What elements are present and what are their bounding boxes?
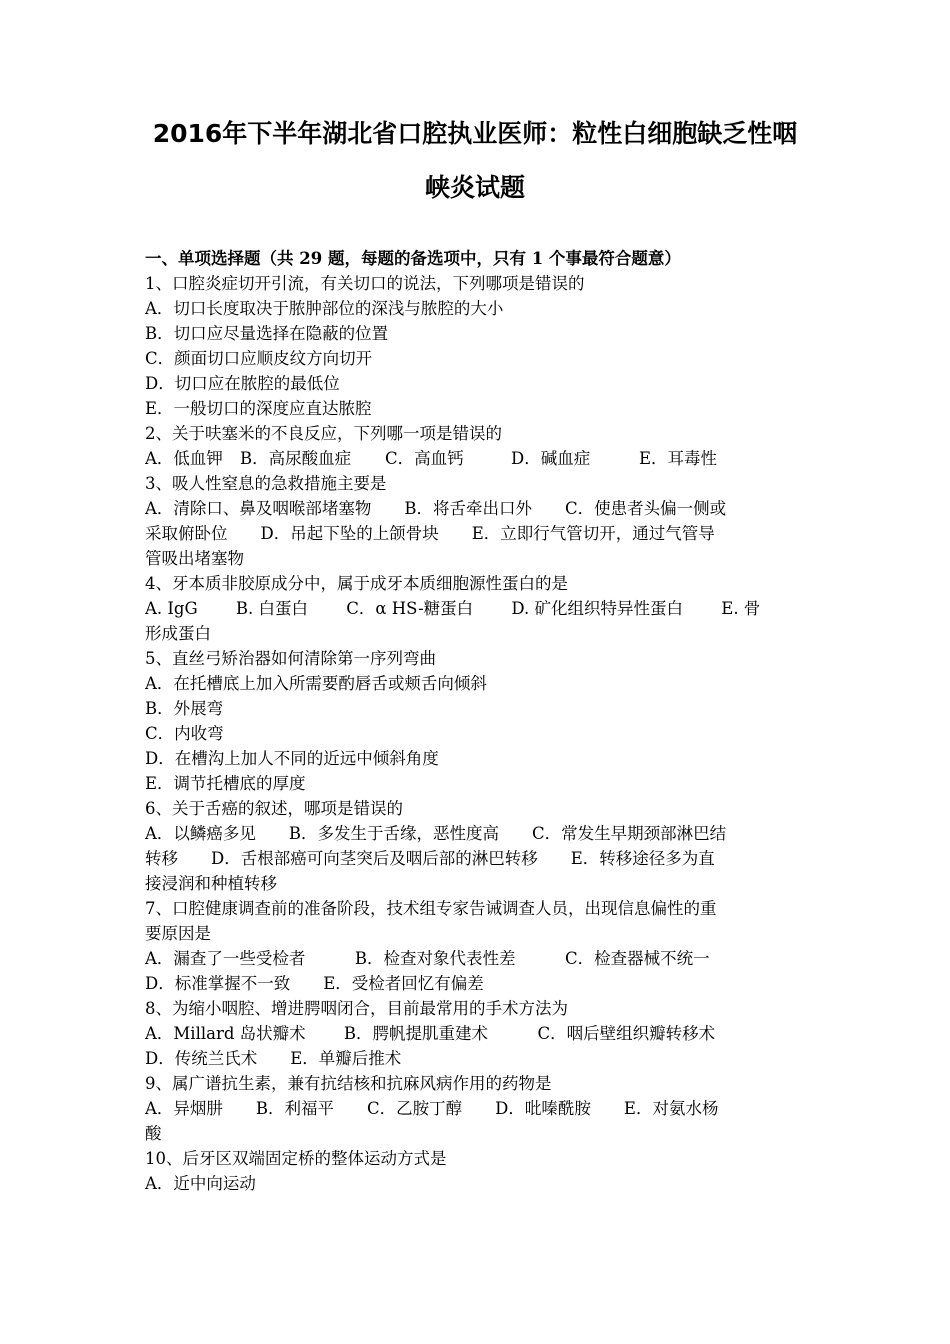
question-6-options-line-1: A．以鳞癌多见 B．多发生于舌缘，恶性度高 C．常发生早期颈部淋巴结 (145, 824, 727, 843)
question-8-stem: 8、为缩小咽腔、增进腭咽闭合，目前最常用的手术方法为 (145, 999, 568, 1018)
question-8-options-line-1: A．Millard 岛状瓣术 B．腭帆提肌重建术 C．咽后壁组织瓣转移术 (145, 1024, 716, 1043)
section-heading: 一、单项选择题（共 29 题，每题的备选项中，只有 1 个事最符合题意） (145, 249, 681, 268)
question-2-option-e: E．耳毒性 (639, 449, 718, 468)
question-5-stem: 5、直丝弓矫治器如何清除第一序列弯曲 (145, 649, 436, 668)
question-10-option-a: A．近中向运动 (145, 1174, 256, 1193)
question-2-stem: 2、关于呋塞米的不良反应，下列哪一项是错误的 (145, 424, 502, 443)
question-7-options-line-2: D．标准掌握不一致 E．受检者回忆有偏差 (145, 974, 484, 993)
question-8-options-line-2: D．传统兰氏术 E．单瓣后推术 (145, 1049, 402, 1068)
question-4-options-line-2: 形成蛋白 (145, 624, 211, 643)
question-4-options-line-1: A. IgG B. 白蛋白 C．α HS-糖蛋白 D. 矿化组织特异性蛋白 E. 骨 (145, 599, 761, 618)
question-6-options-line-3: 接浸润和种植转移 (145, 874, 277, 893)
question-7-options-line-1: A．漏查了一些受检者 B．检查对象代表性差 C．检查器械不统一 (145, 949, 710, 968)
question-6-stem: 6、关于舌癌的叙述，哪项是错误的 (145, 799, 403, 818)
document-body (145, 246, 810, 1196)
question-1-option-d: D．切口应在脓腔的最低位 (145, 374, 340, 393)
question-1-option-a: A．切口长度取决于脓肿部位的深浅与脓腔的大小 (145, 299, 504, 318)
document-title-line-1: 2016年下半年湖北省口腔执业医师：粒性白细胞缺乏性咽 (152, 119, 798, 148)
question-1-stem: 1、口腔炎症切开引流，有关切口的说法，下列哪项是错误的 (145, 274, 585, 293)
question-5-option-c: C．内收弯 (145, 724, 224, 743)
question-2-option-b: B．高尿酸血症 (240, 449, 352, 468)
question-6-options-line-2: 转移 D．舌根部癌可向茎突后及咽后部的淋巴转移 E．转移途径多为直 (145, 849, 715, 868)
question-1-option-b: B．切口应尽量选择在隐蔽的位置 (145, 324, 389, 343)
question-2-options (145, 446, 810, 471)
question-7-stem: 7、口腔健康调查前的准备阶段，技术组专家告诫调查人员，出现信息偏性的重 (145, 899, 717, 918)
question-5-option-d: D．在槽沟上加人不同的近远中倾斜角度 (145, 749, 439, 768)
question-2-option-c: C．高血钙 (385, 449, 464, 468)
question-5-option-e: E．调节托槽底的厚度 (145, 774, 306, 793)
question-5-option-b: B．外展弯 (145, 699, 224, 718)
question-2-option-a: A．低血钾 (145, 449, 223, 468)
question-1-option-e: E．一般切口的深度应直达脓腔 (145, 399, 372, 418)
question-3-stem: 3、吸人性窒息的急救措施主要是 (145, 474, 387, 493)
document-title-line-2: 峡炎试题 (424, 173, 525, 202)
question-9-options-line-2: 酸 (145, 1124, 162, 1143)
question-9-options-line-1: A．异烟肼 B．利福平 C．乙胺丁醇 D．吡嗪酰胺 E．对氨水杨 (145, 1099, 719, 1118)
question-4-stem: 4、牙本质非胶原成分中，属于成牙本质细胞源性蛋白的是 (145, 574, 568, 593)
question-5-option-a: A．在托槽底上加入所需要酌唇舌或颊舌向倾斜 (145, 674, 487, 693)
question-7-stem-continued: 要原因是 (145, 924, 211, 943)
question-3-options-line-1: A．清除口、鼻及咽喉部堵塞物 B．将舌牵出口外 C．使患者头偏一侧或 (145, 499, 727, 518)
question-1-option-c: C．颜面切口应顺皮纹方向切开 (145, 349, 373, 368)
question-3-options-line-2: 采取俯卧位 D．吊起下坠的上颌骨块 E．立即行气管切开，通过气管导 (145, 524, 715, 543)
question-3-options-line-3: 管吸出堵塞物 (145, 549, 244, 568)
question-10-stem: 10、后牙区双端固定桥的整体运动方式是 (145, 1149, 447, 1168)
question-9-stem: 9、属广谱抗生素，兼有抗结核和抗麻风病作用的药物是 (145, 1074, 552, 1093)
question-2-option-d: D．碱血症 (511, 449, 591, 468)
